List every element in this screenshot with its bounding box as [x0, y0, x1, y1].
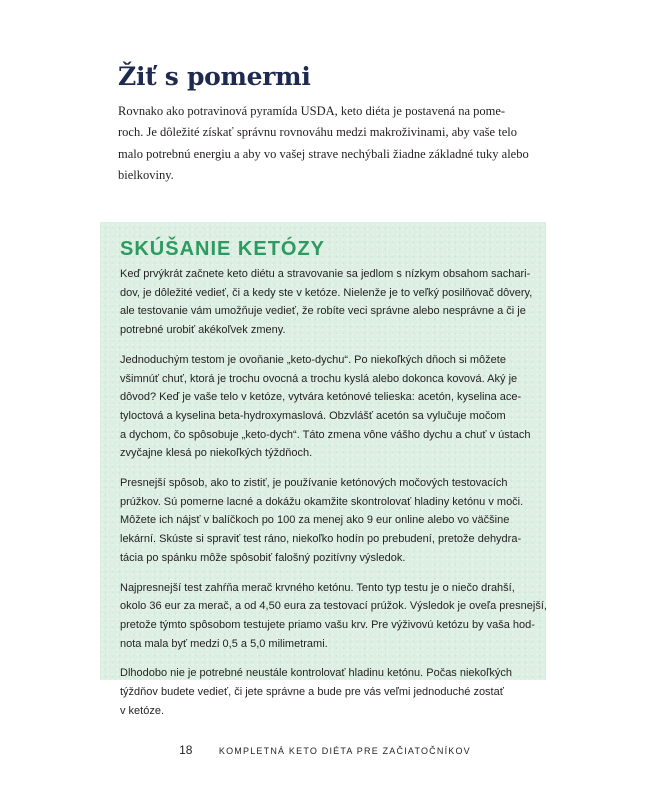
section-title: Žiť s pomermi — [118, 62, 311, 91]
sidebar-line: lekární. Skúste si spraviť test ráno, niekoľko hodín po prebudení, pretože dehydra- — [120, 533, 522, 546]
sidebar-paragraph — [120, 265, 535, 340]
sidebar-line: týždňov budete vedieť, či jete správne a bude pre vás veľmi jednoduché zostať — [120, 686, 504, 699]
sidebar-line: a dychom, čo spôsobuje „keto-dych“. Táto zmena vône vášho dychu a chuť v ústach — [120, 428, 531, 441]
sidebar-paragraph — [120, 664, 535, 720]
sidebar-line: všimnúť chuť, ktorá je trochu ovocná a trochu kyslá alebo dokonca kovová. Aký je — [120, 372, 518, 385]
sidebar-paragraph — [120, 579, 547, 654]
sidebar-paragraph — [120, 474, 535, 568]
sidebar-line: Keď prvýkrát začnete keto diétu a stravovanie sa jedlom s nízkym obsahom sachari- — [120, 268, 531, 280]
intro-line: bielkoviny. — [118, 168, 174, 183]
ketosis-sidebar-box — [100, 222, 547, 717]
sidebar-paragraph — [120, 351, 535, 463]
sidebar-body — [120, 265, 547, 731]
sidebar-title: SKÚŠANIE KETÓZY — [120, 238, 326, 260]
sidebar-line: tácia po spánku môže spôsobiť falošný pozitívny výsledok. — [120, 551, 406, 564]
sidebar-line: prúžkov. Sú pomerne lacné a dokážu okamžite skontrolovať hladiny ketónu v moči. — [120, 495, 524, 508]
intro-line: roch. Je dôležité získať správnu rovnováhu medzi makroživinami, aby vaše telo — [118, 125, 517, 140]
sidebar-line: ale testovanie vám umožňuje vedieť, že robíte veci správne alebo nesprávne a či je — [120, 305, 526, 318]
sidebar-line: tyloctová a kyselina beta-hydroxymaslová. Obzvlášť acetón sa vylučuje močom — [120, 409, 506, 422]
sidebar-line: Najpresnejší test zahŕňa merač krvného ketónu. Tento typ testu je o niečo drahší, — [120, 581, 515, 594]
page-footer — [0, 741, 650, 759]
sidebar-line: nota mala byť medzi 0,5 a 5,0 milimetrami. — [120, 637, 328, 650]
sidebar-line: pretože týmto spôsobom testujete priamo vašu krv. Pre výživovú ketózu by vaša hod- — [120, 618, 535, 631]
running-title: KOMPLETNÁ KETO DIÉTA PRE ZAČIATOČNÍKOV — [218, 746, 471, 756]
intro-line: malo potrebnú energiu a aby vo vašej strave nechýbali žiadne základné tuky alebo — [118, 146, 529, 161]
sidebar-line: Presnejší spôsob, ako to zistiť, je používanie ketónových močových testovacích — [120, 477, 508, 490]
sidebar-line: Dlhodobo nie je potrebné neustále kontrolovať hladinu ketónu. Počas niekoľkých — [120, 667, 512, 680]
sidebar-line: potrebné urobiť akékoľvek zmeny. — [120, 324, 286, 337]
intro-line: Rovnako ako potravinová pyramída USDA, keto diéta je postavená na pome- — [118, 104, 506, 118]
sidebar-line: Môžete ich nájsť v balíčkoch po 100 za menej ako 9 eur online alebo vo väčšine — [120, 514, 510, 527]
sidebar-line: dôvod? Keď je vaše telo v ketóze, vytvára ketónové telieska: acetón, kyselina ace- — [120, 391, 522, 404]
sidebar-line: dov, je dôležité vedieť, či a kedy ste v ketóze. Nielenže je to veľký posilňovač dôvery, — [120, 286, 533, 299]
sidebar-line: okolo 36 eur za merač, a od 4,50 eura za testovací prúžok. Výsledok je oveľa presnejší, — [120, 600, 547, 613]
intro-paragraph — [118, 101, 538, 187]
sidebar-line: Jednoduchým testom je ovoňanie „keto-dychu“. Po niekoľkých dňoch si môžete — [120, 353, 506, 366]
sidebar-line: zvyčajne klesá po niekoľkých týždňoch. — [120, 447, 313, 460]
sidebar-line: v ketóze. — [120, 704, 165, 717]
page-number: 18 — [179, 743, 193, 757]
